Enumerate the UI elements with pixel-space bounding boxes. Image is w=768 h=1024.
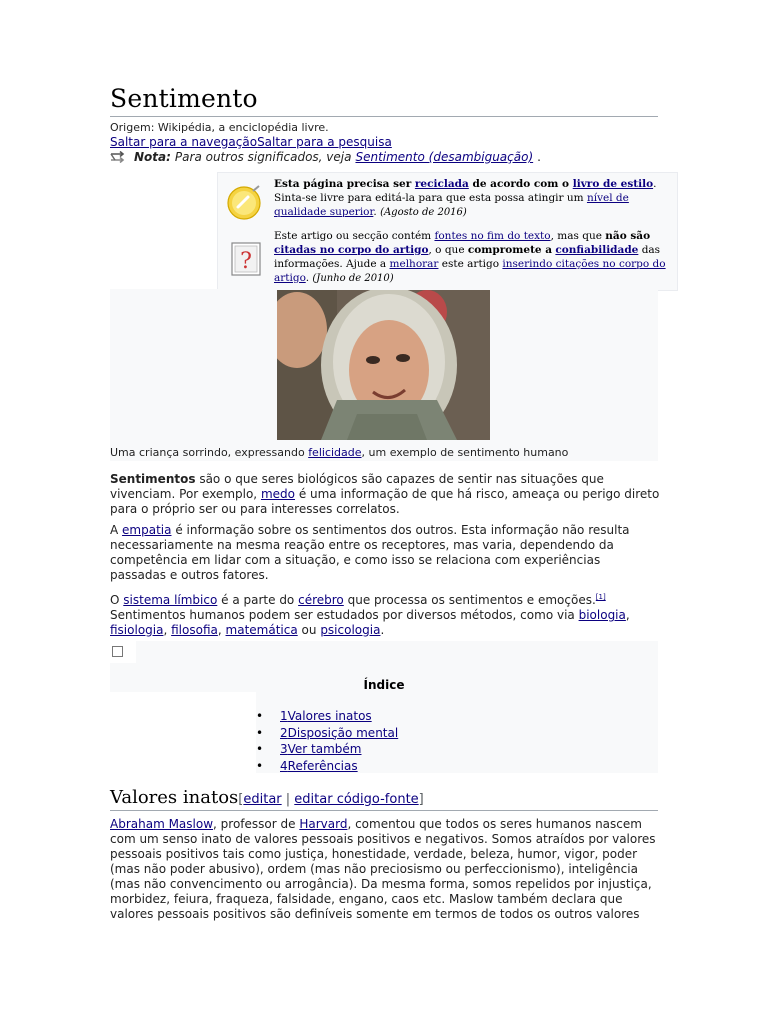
separator: , xyxy=(625,608,630,622)
toc-item[interactable] xyxy=(256,725,398,742)
toc-number: 1 xyxy=(280,709,288,723)
mathematics-link[interactable]: matemática xyxy=(225,623,298,637)
figure-caption xyxy=(110,446,568,459)
notice-text: Este artigo ou secção contém xyxy=(274,230,432,242)
notice-text: Esta página precisa ser xyxy=(274,178,412,190)
toc-background xyxy=(136,641,658,663)
question-book-icon xyxy=(226,239,266,279)
disambiguation-link[interactable]: Sentimento (desambiguação) xyxy=(355,150,534,164)
inline-citations-link[interactable]: citadas no corpo do artigo xyxy=(274,244,429,256)
disambiguation-arrows-icon xyxy=(110,151,130,163)
physiology-link[interactable]: fisiologia xyxy=(110,623,164,637)
maintenance-notices xyxy=(217,172,678,291)
empathy-link[interactable]: empatia xyxy=(122,523,172,537)
table-of-contents xyxy=(110,641,658,773)
site-subtitle: Origem: Wikipédia, a enciclopédia livre. xyxy=(110,121,329,134)
smiling-child-photo[interactable] xyxy=(277,290,490,440)
paragraph-text: O xyxy=(110,593,120,607)
toc-number: 4 xyxy=(280,758,288,773)
edit-link[interactable]: editar xyxy=(243,792,282,807)
toc-item[interactable] xyxy=(256,758,398,775)
citation-notice-text xyxy=(274,229,670,286)
paragraph-end: . xyxy=(380,623,385,637)
quality-level-link[interactable]: nível de qualidade superior xyxy=(274,192,629,218)
caption-text: Uma criança sorrindo, expressando xyxy=(110,446,305,459)
happiness-link[interactable]: felicidade xyxy=(308,446,362,459)
notice-text: das informações. Ajude a xyxy=(274,244,661,270)
brain-link[interactable]: cérebro xyxy=(298,593,344,607)
article-figure xyxy=(110,289,658,461)
limbic-system-link[interactable]: sistema límbico xyxy=(123,593,218,607)
skip-links xyxy=(110,135,392,149)
end-sources-link[interactable]: fontes no fim do texto xyxy=(434,230,551,242)
notice-text: , o que xyxy=(428,244,465,256)
paragraph-text: A xyxy=(110,523,119,537)
svg-text:?: ? xyxy=(240,249,252,274)
paragraph-text: que processa os sentimentos e emoções. xyxy=(347,593,596,607)
separator: , xyxy=(217,623,222,637)
paragraph-text: Sentimentos humanos podem ser estudados por diversos métodos, como via xyxy=(110,608,575,622)
empathy-paragraph xyxy=(110,523,660,583)
skip-to-navigation-link[interactable]: Saltar para a navegação xyxy=(110,135,258,149)
caption-text: , um exemplo de sentimento humano xyxy=(361,446,569,459)
bracket: ] xyxy=(418,792,424,807)
insert-citations-link[interactable]: inserindo citações no corpo do artigo xyxy=(274,258,666,284)
page-title: Sentimento xyxy=(110,84,258,113)
hatnote-label: Nota: xyxy=(134,150,171,164)
notice-text: . xyxy=(305,272,310,284)
toc-label: Disposição mental xyxy=(287,725,399,740)
section-edit-links xyxy=(238,792,423,807)
paragraph-text: , professor de xyxy=(213,817,296,831)
recycled-link[interactable]: reciclada xyxy=(414,178,469,190)
notice-date: (Junho de 2010) xyxy=(312,273,394,284)
separator: , xyxy=(163,623,168,637)
limbic-paragraph xyxy=(110,590,660,638)
paragraph-text: é informação sobre os sentimentos dos outros. Esta informação não resulta necessariamente na mesma reação entre os receptores, mas varia, dependendo da competência em lidar com a situação, e como isso se relaciona com experiências passadas e outros fatores. xyxy=(110,523,630,582)
paragraph-text: é uma informação de que há risco, ameaça ou perigo direto para o próprio ser ou para interesses correlatos. xyxy=(110,487,660,516)
toc-label: Referências xyxy=(287,758,358,773)
psychology-link[interactable]: psicologia xyxy=(320,623,381,637)
style-book-link[interactable]: livro de estilo xyxy=(572,178,654,190)
improve-link[interactable]: melhorar xyxy=(389,258,439,270)
notice-bold: não são xyxy=(605,230,651,242)
toc-label: Ver também xyxy=(287,742,362,756)
reliability-link[interactable]: confiabilidade xyxy=(555,244,639,256)
maslow-paragraph xyxy=(110,817,660,922)
toc-number: 2 xyxy=(280,725,288,740)
toc-number: 3 xyxy=(280,742,288,756)
notice-text: este artigo xyxy=(441,258,500,270)
edit-source-link[interactable]: editar código-fonte xyxy=(294,792,419,807)
section-title: Valores inatos xyxy=(110,787,239,808)
biology-link[interactable]: biologia xyxy=(578,608,626,622)
fear-link[interactable]: medo xyxy=(260,487,295,501)
bracket: [ xyxy=(238,792,244,807)
lightbulb-icon xyxy=(226,183,266,223)
paragraph-text: ou xyxy=(301,623,317,637)
notice-text: . xyxy=(373,206,377,218)
toc-list xyxy=(256,708,398,774)
skip-to-search-link[interactable]: Saltar para a pesquisa xyxy=(257,135,392,149)
paragraph-text: é a parte do xyxy=(221,593,295,607)
philosophy-link[interactable]: filosofia xyxy=(171,623,218,637)
section-heading xyxy=(110,787,424,808)
toc-label: Valores inatos xyxy=(287,709,372,723)
paragraph-text: , comentou que todos os seres humanos nascem com um senso inato de valores pessoais positivos e negativos. Somos atraídos por valores pessoais positivos tais como justiça, honestidade, verdade, beleza, humor, vigor, poder (mas não poder abusivo), ordem (mas não preciosismo ou perfeccionismo), inteligência (mas não convencimento ou arrogância). Da mesma forma, somos repelidos por injustiça, morbidez, feiura, fraqueza, falsidade, engano, caos etc. Maslow também declara que valores pessoais positivos são definíveis somente em termos de todos os outros valores xyxy=(110,817,656,921)
separator: | xyxy=(281,792,295,807)
toc-title: Índice xyxy=(363,678,405,692)
cleanup-notice-text xyxy=(274,177,670,220)
intro-paragraph xyxy=(110,472,660,517)
reference-link[interactable]: [1] xyxy=(595,593,606,601)
lead-term: Sentimentos xyxy=(110,472,196,486)
harvard-link[interactable]: Harvard xyxy=(299,817,348,831)
notice-text: . Sinta-se livre para editá-la para que esta possa atingir um xyxy=(274,178,657,204)
citation-notice xyxy=(218,229,677,290)
hatnote xyxy=(110,150,541,164)
notice-text: de acordo com o xyxy=(472,178,570,190)
hatnote-text: Para outros significados, veja xyxy=(174,150,352,164)
toc-item[interactable] xyxy=(256,741,398,758)
hatnote-end: . xyxy=(537,150,541,164)
toc-checkbox[interactable] xyxy=(112,646,123,657)
toc-item[interactable] xyxy=(256,708,398,725)
section-divider xyxy=(110,810,658,811)
notice-bold: compromete a xyxy=(467,244,553,256)
abraham-maslow-link[interactable]: Abraham Maslow xyxy=(110,817,214,831)
title-divider xyxy=(110,116,658,117)
notice-date: (Agosto de 2016) xyxy=(380,207,467,218)
notice-text: , mas que xyxy=(550,230,602,242)
toc-toggle[interactable] xyxy=(110,641,136,663)
paragraph-text: são o que seres biológicos são capazes de sentir nas situações que vivenciam. Por exemplo, xyxy=(110,472,604,501)
cleanup-notice xyxy=(218,177,677,229)
